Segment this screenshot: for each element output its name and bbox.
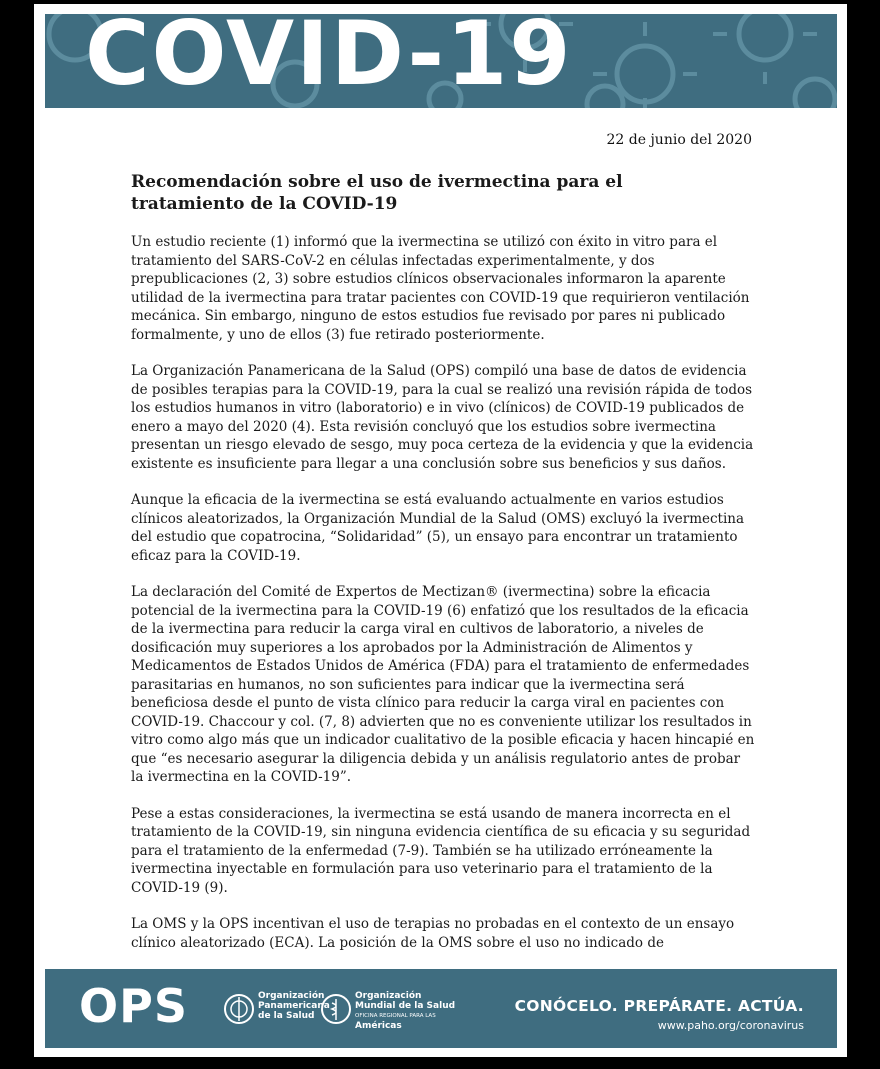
footer-bar	[45, 969, 837, 1048]
document-body	[131, 171, 756, 970]
document-heading: Recomendación sobre el uso de ivermectina para el tratamiento de la COVID-19	[131, 172, 623, 214]
paragraph-4: La declaración del Comité de Expertos de Mectizan® (ivermectina) sobre la eficacia potencial de la ivermectina para la COVID-19 (6) enfatizó que los resultados de la eficacia de la ivermectina para reducir la carga viral en cultivos de laboratorio, a niveles de dosificación muy superiores a los aprobados por la Administración de Alimentos y Medicamentos de Estados Unidos de América (FDA) para el tratamiento de enfermedades parasitarias en humanos, no son suficientes para indicar que la ivermectina será beneficiosa desde el punto de vista clínico para reducir la carga viral en pacientes con COVID-19. Chaccour y col. (7, 8) advierten que no es conveniente utilizar los resultados in vitro como algo más que un indicador cualitativo de la posible eficacia y hacen hincapié en que “es necesario asegurar la diligencia debida y un análisis regulatorio antes de probar la ivermectina en la COVID-19”.	[131, 584, 755, 785]
document-page	[34, 4, 847, 1057]
who-name: Organización Mundial de la Salud OFICINA REGIONAL PARA LAS Américas	[355, 991, 456, 1031]
paho-name: Organización Panamericana de la Salud	[258, 991, 330, 1021]
footer-url[interactable]: www.paho.org/coronavirus	[657, 1019, 804, 1032]
document-date: 22 de junio del 2020	[606, 132, 752, 148]
paragraph-3: Aunque la eficacia de la ivermectina se está evaluando actualmente en varios estudios clínicos aleatorizados, la Organización Mundial de la Salud (OMS) excluyó la ivermectina del estudio que copatrocina, “Solidaridad” (5), un ensayo para encontrar un tratamiento eficaz para la COVID-19.	[131, 492, 745, 564]
who-emblem-icon	[320, 993, 352, 1025]
banner-title: COVID-19	[85, 14, 573, 105]
paragraph-2: La Organización Panamericana de la Salud (OPS) compiló una base de datos de evidencia de posibles terapias para la COVID-19, para la cual se realizó una revisión rápida de todos los estudios humanos in vitro (laboratorio) e in vivo (clínicos) de COVID-19 publicados de enero a mayo del 2020 (4). Esta revisión concluyó que los estudios sobre ivermectina presentan un riesgo elevado de sesgo, muy poca certeza de la evidencia y que la evidencia existente es insuficiente para llegar a una conclusión sobre sus beneficios y sus daños.	[131, 363, 754, 472]
paragraph-5: Pese a estas consideraciones, la ivermectina se está usando de manera incorrecta en el tratamiento de la COVID-19, sin ninguna evidencia científica de su eficacia y su seguridad para el tratamiento de la enfermedad (7-9). También se ha utilizado erróneamente la ivermectina inyectable en formulación para uso veterinario para el tratamiento de la COVID-19 (9).	[131, 805, 751, 896]
paho-emblem-icon	[223, 993, 255, 1025]
covid-banner	[45, 14, 837, 108]
paragraph-6: La OMS y la OPS incentivan el uso de terapias no probadas en el contexto de un ensayo clínico aleatorizado (ECA). La posición de la OMS sobre el uso no indicado de	[131, 916, 735, 951]
ops-logo: OPS	[79, 979, 188, 1033]
paragraph-1: Un estudio reciente (1) informó que la ivermectina se utilizó con éxito in vitro para el tratamiento del SARS-CoV-2 en células infectadas experimentalmente, y dos prepublicaciones (2, 3) sobre estudios clínicos observacionales informaron la aparente utilidad de la ivermectina para tratar pacientes con COVID-19 que requirieron ventilación mecánica. Sin embargo, ninguno de estos estudios fue revisado por pares ni publicado formalmente, y uno de ellos (3) fue retirado posteriormente.	[131, 234, 750, 343]
footer-slogan: CONÓCELO. PREPÁRATE. ACTÚA.	[514, 997, 804, 1015]
